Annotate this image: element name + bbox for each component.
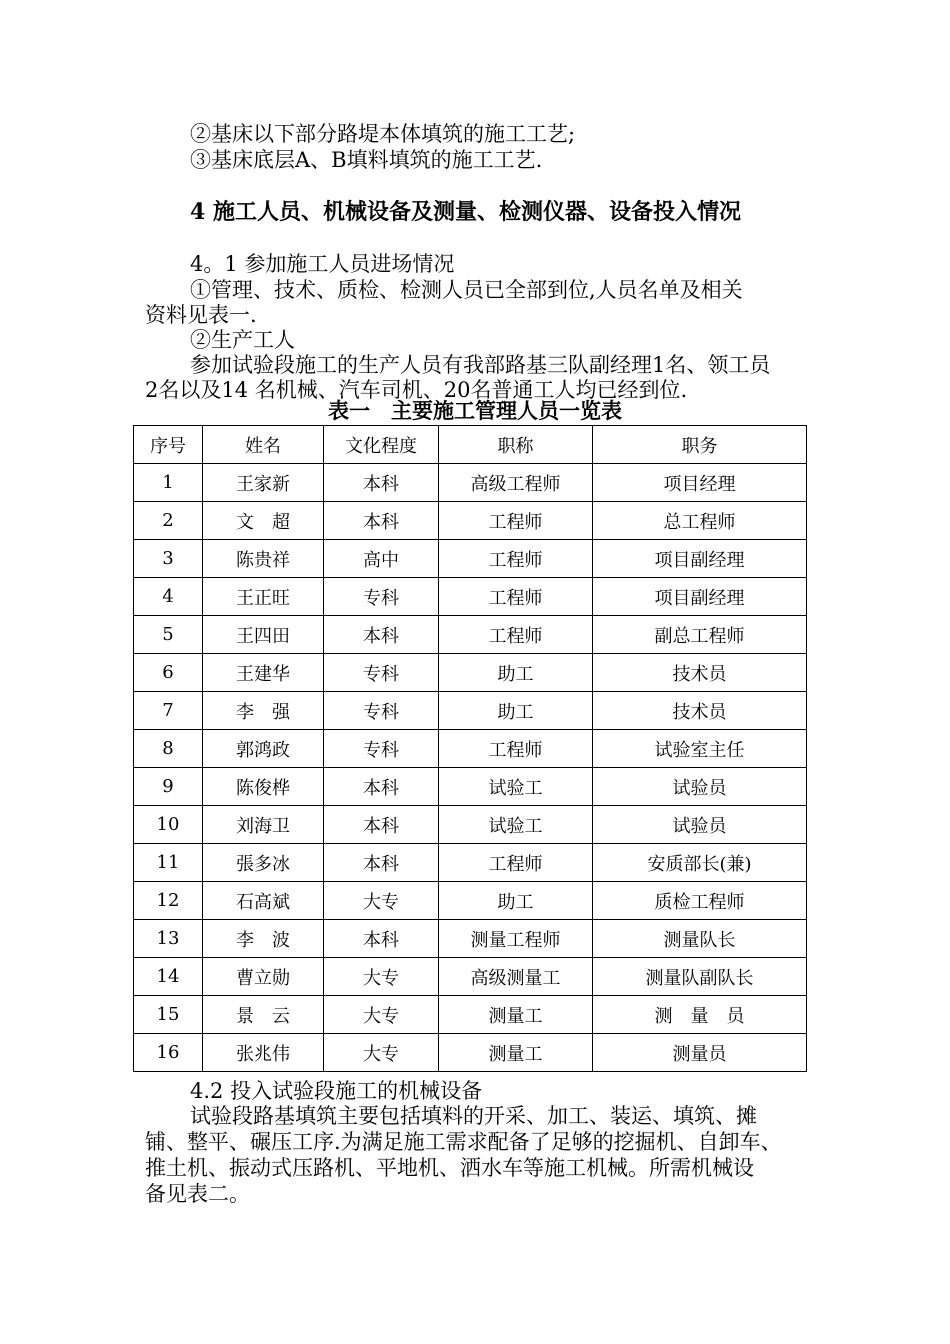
cell-title: 工程师 bbox=[439, 578, 593, 616]
cell-position: 测量员 bbox=[593, 1034, 807, 1072]
cell-title: 试验工 bbox=[439, 768, 593, 806]
cell-name: 文 超 bbox=[203, 502, 324, 540]
intro-item-3: ③基床底层A、B填料填筑的施工工艺. bbox=[190, 148, 543, 172]
cell-title: 工程师 bbox=[439, 730, 593, 768]
cell-name: 陈俊桦 bbox=[203, 768, 324, 806]
cell-education: 高中 bbox=[324, 540, 439, 578]
cell-title: 工程师 bbox=[439, 540, 593, 578]
cell-position: 副总工程师 bbox=[593, 616, 807, 654]
cell-position: 测量队长 bbox=[593, 920, 807, 958]
cell-position: 项目经理 bbox=[593, 464, 807, 502]
cell-name: 刘海卫 bbox=[203, 806, 324, 844]
cell-position: 质检工程师 bbox=[593, 882, 807, 920]
cell-serial: 4 bbox=[134, 578, 203, 616]
production-workers-item: ②生产工人 bbox=[190, 328, 295, 352]
cell-serial: 16 bbox=[134, 1034, 203, 1072]
cell-title: 高级工程师 bbox=[439, 464, 593, 502]
machinery-paragraph-line1: 试验段路基填筑主要包括填料的开采、加工、装运、填筑、摊 bbox=[190, 1104, 757, 1128]
cell-serial: 10 bbox=[134, 806, 203, 844]
subsection-4-2-title: 4.2 投入试验段施工的机械设备 bbox=[190, 1079, 483, 1103]
subsection-4-1-title: 4。1 参加施工人员进场情况 bbox=[190, 252, 455, 276]
machinery-paragraph-line4: 备见表二。 bbox=[145, 1182, 250, 1206]
staff-table bbox=[133, 425, 807, 1072]
cell-position: 技术员 bbox=[593, 654, 807, 692]
table-row bbox=[134, 806, 807, 844]
cell-serial: 9 bbox=[134, 768, 203, 806]
cell-name: 陈贵祥 bbox=[203, 540, 324, 578]
header-serial: 序号 bbox=[134, 426, 203, 464]
workers-paragraph-line1: 参加试验段施工的生产人员有我部路基三队副经理1名、领工员 bbox=[190, 353, 771, 377]
table-row bbox=[134, 768, 807, 806]
management-item-line2: 资料见表一. bbox=[145, 303, 257, 327]
cell-education: 本科 bbox=[324, 616, 439, 654]
table-row bbox=[134, 958, 807, 996]
header-title: 职称 bbox=[439, 426, 593, 464]
cell-serial: 13 bbox=[134, 920, 203, 958]
cell-name: 李 波 bbox=[203, 920, 324, 958]
cell-position: 项目副经理 bbox=[593, 540, 807, 578]
table-row bbox=[134, 920, 807, 958]
cell-title: 助工 bbox=[439, 882, 593, 920]
cell-name: 石高斌 bbox=[203, 882, 324, 920]
cell-position: 总工程师 bbox=[593, 502, 807, 540]
cell-serial: 1 bbox=[134, 464, 203, 502]
cell-serial: 14 bbox=[134, 958, 203, 996]
cell-education: 专科 bbox=[324, 730, 439, 768]
cell-title: 测量工 bbox=[439, 1034, 593, 1072]
table-header-row bbox=[134, 426, 807, 464]
cell-education: 本科 bbox=[324, 806, 439, 844]
machinery-paragraph-line2: 铺、整平、碾压工序.为满足施工需求配备了足够的挖掘机、自卸车、 bbox=[145, 1130, 782, 1154]
cell-name: 王家新 bbox=[203, 464, 324, 502]
table-row bbox=[134, 578, 807, 616]
table-row bbox=[134, 844, 807, 882]
cell-position: 试验员 bbox=[593, 806, 807, 844]
management-item-line1: ①管理、技术、质检、检测人员已全部到位,人员名单及相关 bbox=[190, 278, 743, 302]
cell-title: 工程师 bbox=[439, 616, 593, 654]
cell-serial: 15 bbox=[134, 996, 203, 1034]
cell-education: 本科 bbox=[324, 920, 439, 958]
cell-title: 助工 bbox=[439, 654, 593, 692]
intro-item-2: ②基床以下部分路堤本体填筑的施工工艺; bbox=[190, 122, 576, 146]
cell-name: 景 云 bbox=[203, 996, 324, 1034]
cell-title: 高级测量工 bbox=[439, 958, 593, 996]
table-row bbox=[134, 692, 807, 730]
cell-position: 测量队副队长 bbox=[593, 958, 807, 996]
cell-title: 工程师 bbox=[439, 502, 593, 540]
cell-name: 王建华 bbox=[203, 654, 324, 692]
cell-serial: 12 bbox=[134, 882, 203, 920]
cell-serial: 7 bbox=[134, 692, 203, 730]
cell-position: 试验室主任 bbox=[593, 730, 807, 768]
cell-name: 張多冰 bbox=[203, 844, 324, 882]
cell-education: 大专 bbox=[324, 996, 439, 1034]
table-row bbox=[134, 540, 807, 578]
cell-serial: 2 bbox=[134, 502, 203, 540]
cell-position: 试验员 bbox=[593, 768, 807, 806]
cell-name: 郭鸿政 bbox=[203, 730, 324, 768]
cell-name: 李 强 bbox=[203, 692, 324, 730]
table-row bbox=[134, 730, 807, 768]
cell-serial: 3 bbox=[134, 540, 203, 578]
cell-education: 本科 bbox=[324, 464, 439, 502]
machinery-paragraph-line3: 推土机、振动式压路机、平地机、洒水车等施工机械。所需机械设 bbox=[145, 1156, 754, 1180]
header-education: 文化程度 bbox=[324, 426, 439, 464]
header-name: 姓名 bbox=[203, 426, 324, 464]
cell-serial: 11 bbox=[134, 844, 203, 882]
cell-name: 王正旺 bbox=[203, 578, 324, 616]
table-row bbox=[134, 464, 807, 502]
header-position: 职务 bbox=[593, 426, 807, 464]
cell-name: 王四田 bbox=[203, 616, 324, 654]
cell-education: 本科 bbox=[324, 502, 439, 540]
cell-education: 专科 bbox=[324, 692, 439, 730]
cell-education: 大专 bbox=[324, 882, 439, 920]
cell-position: 测 量 员 bbox=[593, 996, 807, 1034]
cell-education: 专科 bbox=[324, 654, 439, 692]
cell-education: 大专 bbox=[324, 958, 439, 996]
table-row bbox=[134, 996, 807, 1034]
table-row bbox=[134, 1034, 807, 1072]
cell-name: 张兆伟 bbox=[203, 1034, 324, 1072]
table-row bbox=[134, 502, 807, 540]
cell-education: 专科 bbox=[324, 578, 439, 616]
cell-title: 测量工 bbox=[439, 996, 593, 1034]
section-heading: 4 施工人员、机械设备及测量、检测仪器、设备投入情况 bbox=[190, 199, 741, 225]
cell-education: 大专 bbox=[324, 1034, 439, 1072]
cell-serial: 5 bbox=[134, 616, 203, 654]
cell-education: 本科 bbox=[324, 768, 439, 806]
table-row bbox=[134, 616, 807, 654]
workers-paragraph-line2: 2名以及14 名机械、汽车司机、20名普通工人均已经到位. bbox=[145, 378, 688, 402]
cell-serial: 8 bbox=[134, 730, 203, 768]
cell-position: 技术员 bbox=[593, 692, 807, 730]
table-row bbox=[134, 882, 807, 920]
cell-title: 测量工程师 bbox=[439, 920, 593, 958]
cell-title: 工程师 bbox=[439, 844, 593, 882]
cell-title: 助工 bbox=[439, 692, 593, 730]
table-title: 表一 主要施工管理人员一览表 bbox=[328, 398, 622, 423]
cell-serial: 6 bbox=[134, 654, 203, 692]
cell-position: 安质部长(兼) bbox=[593, 844, 807, 882]
cell-title: 试验工 bbox=[439, 806, 593, 844]
table-row bbox=[134, 654, 807, 692]
cell-position: 项目副经理 bbox=[593, 578, 807, 616]
cell-education: 本科 bbox=[324, 844, 439, 882]
cell-name: 曹立勋 bbox=[203, 958, 324, 996]
